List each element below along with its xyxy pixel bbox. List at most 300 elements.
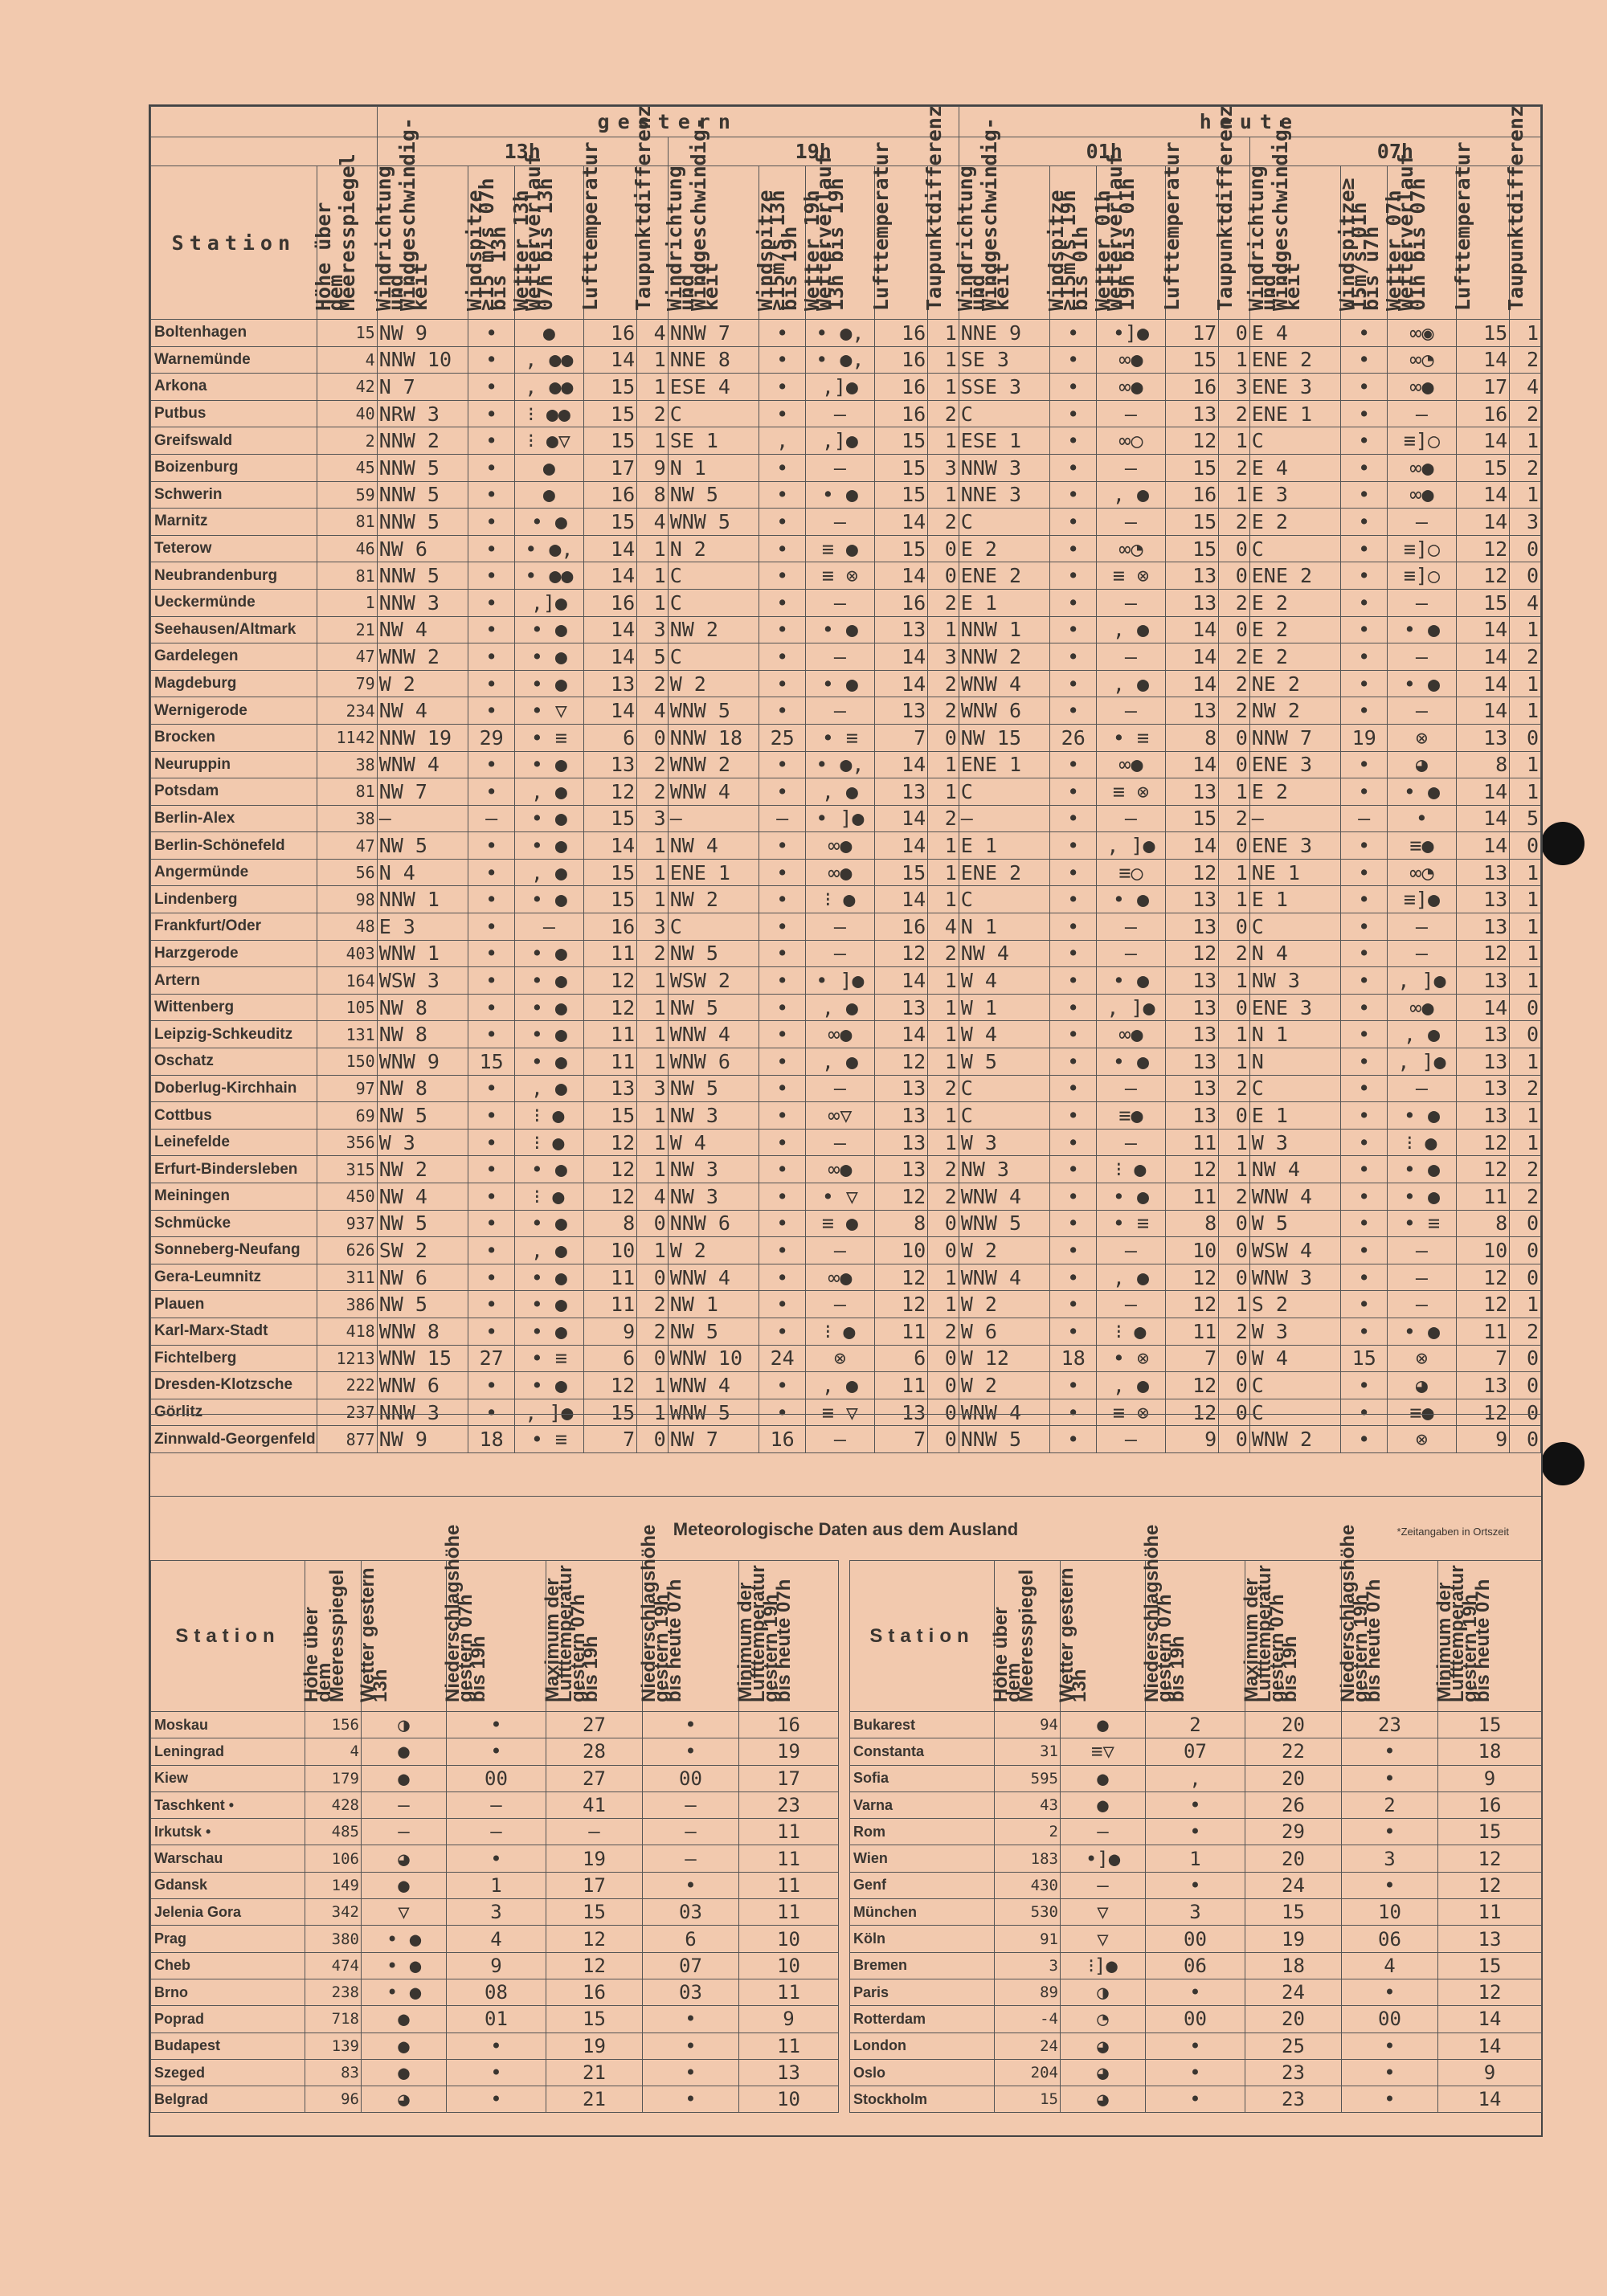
spitze-19: • bbox=[759, 778, 806, 806]
wetter-01: – bbox=[1097, 1426, 1166, 1453]
tau-07: 1 bbox=[1510, 913, 1541, 941]
luft-07: 14 bbox=[1456, 670, 1509, 697]
luft-07: 14 bbox=[1456, 778, 1509, 806]
left-wetter: • ● bbox=[362, 1926, 447, 1952]
right-min-temp: 14 bbox=[1438, 2006, 1542, 2032]
luft-19: 12 bbox=[874, 1291, 927, 1318]
tau-19: 3 bbox=[928, 454, 959, 481]
spitze-13: 29 bbox=[468, 724, 515, 751]
right-nieder-1: • bbox=[1146, 1979, 1245, 2005]
wind-19: NW 1 bbox=[668, 1291, 759, 1318]
station-row bbox=[151, 1021, 1541, 1048]
tau-01: 0 bbox=[1219, 1237, 1250, 1264]
wind-01: NW 15 bbox=[959, 724, 1050, 751]
right-min-temp: 9 bbox=[1438, 2059, 1542, 2086]
wetter-07: ∞◉ bbox=[1388, 320, 1457, 347]
wetter-19: – bbox=[806, 400, 875, 427]
left-max-temp: 27 bbox=[546, 1765, 643, 1791]
wetter-19: • ▽ bbox=[806, 1183, 875, 1211]
spitze-13: • bbox=[468, 1237, 515, 1264]
luft-07: 13 bbox=[1456, 1048, 1509, 1076]
right-max-temp: 24 bbox=[1245, 1872, 1342, 1898]
spitze-01: • bbox=[1050, 535, 1097, 562]
luft-07: 13 bbox=[1456, 967, 1509, 995]
luft-19: 13 bbox=[874, 1156, 927, 1183]
wind-07: W 3 bbox=[1249, 1129, 1341, 1156]
spitze-07: • bbox=[1341, 994, 1388, 1021]
tau-01: 1 bbox=[1219, 967, 1250, 995]
station-name: Artern bbox=[151, 967, 317, 995]
luft-19: 16 bbox=[874, 320, 927, 347]
tau-13: 1 bbox=[637, 1372, 669, 1399]
luft-07: 14 bbox=[1456, 481, 1509, 509]
luft-19: 13 bbox=[874, 1075, 927, 1102]
station-row bbox=[151, 1264, 1541, 1291]
luft-01: 12 bbox=[1165, 1264, 1218, 1291]
right-station-name: Oslo bbox=[850, 2059, 995, 2086]
luft-19-header: Lufttemperatur bbox=[874, 166, 927, 320]
luft-07: 12 bbox=[1456, 1291, 1509, 1318]
tau-07: 1 bbox=[1510, 1291, 1541, 1318]
luft-13: 10 bbox=[583, 1237, 636, 1264]
wetter-07: ≡]● bbox=[1388, 886, 1457, 913]
station-name: Karl-Marx-Stadt bbox=[151, 1318, 317, 1345]
spitze-13: • bbox=[468, 562, 515, 590]
tau-01: 1 bbox=[1219, 859, 1250, 886]
luft-07: 13 bbox=[1456, 724, 1509, 751]
wetter-19: ≡ ● bbox=[806, 1210, 875, 1237]
wetter-19: • ●, bbox=[806, 751, 875, 778]
wind-01: W 4 bbox=[959, 1021, 1050, 1048]
spitze-13: • bbox=[468, 1291, 515, 1318]
tau-13: 1 bbox=[637, 1129, 669, 1156]
time-19h: 19h bbox=[668, 137, 959, 166]
domestic-weather-table bbox=[150, 106, 1541, 1453]
ausland-max-right: Maximum der Lufttemperatur gestern 07h bis 19h bbox=[1245, 1561, 1342, 1712]
spitze-01: • bbox=[1050, 1183, 1097, 1211]
left-station-name: Poprad bbox=[151, 2006, 305, 2032]
luft-13: 12 bbox=[583, 1129, 636, 1156]
luft-19: 14 bbox=[874, 832, 927, 860]
tau-07: 0 bbox=[1510, 1210, 1541, 1237]
wetter-13: ⁝ ●▽ bbox=[515, 427, 584, 455]
spitze-13: • bbox=[468, 832, 515, 860]
wetter-01: • ● bbox=[1097, 1048, 1166, 1076]
hoehe: 105 bbox=[317, 994, 377, 1021]
wind-13: NNW 5 bbox=[377, 562, 468, 590]
wind-01: NNW 5 bbox=[959, 1426, 1050, 1453]
left-hoehe: 485 bbox=[305, 1819, 362, 1845]
tau-13: 8 bbox=[637, 481, 669, 509]
wind-07: E 2 bbox=[1249, 589, 1341, 616]
wetter-13: • ≡ bbox=[515, 1426, 584, 1453]
right-station-name: Stockholm bbox=[850, 2086, 995, 2113]
ausland-min-right: Minimum der Lufttemperatur gestern 19h bis heute 07h bbox=[1438, 1561, 1542, 1712]
station-row bbox=[151, 724, 1541, 751]
left-nieder-1: – bbox=[447, 1791, 546, 1818]
luft-01: 13 bbox=[1165, 1075, 1218, 1102]
right-wetter: ◕ bbox=[1061, 2059, 1146, 2086]
luft-01: 13 bbox=[1165, 1102, 1218, 1130]
wetter-01: – bbox=[1097, 454, 1166, 481]
wetter-01: , ● bbox=[1097, 481, 1166, 509]
tau-01: 1 bbox=[1219, 427, 1250, 455]
foreign-row bbox=[151, 1952, 1542, 1979]
spitze-19: • bbox=[759, 967, 806, 995]
left-hoehe: 106 bbox=[305, 1845, 362, 1872]
tau-07: 1 bbox=[1510, 1048, 1541, 1076]
tau-13: 1 bbox=[637, 1102, 669, 1130]
tau-01: 1 bbox=[1219, 1021, 1250, 1048]
wetter-19: – bbox=[806, 697, 875, 725]
right-hoehe: 91 bbox=[995, 1926, 1061, 1952]
wind-13: E 3 bbox=[377, 913, 468, 941]
station-row bbox=[151, 913, 1541, 941]
wetter-19: ∞▽ bbox=[806, 1102, 875, 1130]
left-wetter: ● bbox=[362, 1765, 447, 1791]
luft-13: 11 bbox=[583, 1291, 636, 1318]
tau-19: 1 bbox=[928, 1291, 959, 1318]
spitze-19: • bbox=[759, 1075, 806, 1102]
station-row bbox=[151, 1129, 1541, 1156]
wind-01: WNW 4 bbox=[959, 1264, 1050, 1291]
tau-13: 2 bbox=[637, 778, 669, 806]
left-min-temp: 11 bbox=[739, 1979, 839, 2005]
spitze-13: • bbox=[468, 346, 515, 374]
wetter-13: , ● bbox=[515, 1237, 584, 1264]
hoehe: 81 bbox=[317, 778, 377, 806]
wind-13: NW 5 bbox=[377, 1102, 468, 1130]
wind-13: NNW 10 bbox=[377, 346, 468, 374]
wetter-01: ∞◔ bbox=[1097, 535, 1166, 562]
wetter-01: , ]● bbox=[1097, 832, 1166, 860]
wind-19: NW 3 bbox=[668, 1183, 759, 1211]
foreign-row bbox=[151, 1845, 1542, 1872]
luft-07: 17 bbox=[1456, 374, 1509, 401]
wind-13: NW 8 bbox=[377, 994, 468, 1021]
wind-19: NW 4 bbox=[668, 832, 759, 860]
station-name: Ueckermünde bbox=[151, 589, 317, 616]
tau-07: 1 bbox=[1510, 670, 1541, 697]
spitze-07: • bbox=[1341, 1237, 1388, 1264]
left-nieder-1: • bbox=[447, 1712, 546, 1738]
left-min-temp: 10 bbox=[739, 2086, 839, 2113]
wetter-13: • ● bbox=[515, 1210, 584, 1237]
wetter-01: • ⊗ bbox=[1097, 1345, 1166, 1372]
spitze-13: • bbox=[468, 481, 515, 509]
tau-19-header: Taupunktdifferenz bbox=[928, 166, 959, 320]
left-min-temp: 11 bbox=[739, 1899, 839, 1926]
luft-01: 12 bbox=[1165, 1291, 1218, 1318]
station-name: Schwerin bbox=[151, 481, 317, 509]
foreign-row bbox=[151, 1979, 1542, 2005]
tau-13: 1 bbox=[637, 535, 669, 562]
luft-07: 14 bbox=[1456, 616, 1509, 643]
wetter-01: • ● bbox=[1097, 886, 1166, 913]
wetter-01: • ● bbox=[1097, 967, 1166, 995]
spitze-13: • bbox=[468, 1102, 515, 1130]
luft-19: 14 bbox=[874, 886, 927, 913]
spitze-19: • bbox=[759, 1048, 806, 1076]
right-station-name: London bbox=[850, 2032, 995, 2059]
wetter-13: • ● bbox=[515, 670, 584, 697]
left-min-temp: 11 bbox=[739, 1845, 839, 1872]
left-min-temp: 17 bbox=[739, 1765, 839, 1791]
wetter-01: ≡ ⊗ bbox=[1097, 778, 1166, 806]
wetter-07: – bbox=[1388, 1237, 1457, 1264]
wetter-19: – bbox=[806, 643, 875, 671]
right-nieder-1: • bbox=[1146, 1791, 1245, 1818]
spitze-01: • bbox=[1050, 400, 1097, 427]
station-name: Zinnwald-Georgenfeld bbox=[151, 1426, 317, 1453]
wetter-19: , ● bbox=[806, 778, 875, 806]
hoehe: 403 bbox=[317, 940, 377, 967]
station-name: Neuruppin bbox=[151, 751, 317, 778]
luft-13: 17 bbox=[583, 454, 636, 481]
right-min-temp: 13 bbox=[1438, 1926, 1542, 1952]
wind-13: N 4 bbox=[377, 859, 468, 886]
station-name: Neubrandenburg bbox=[151, 562, 317, 590]
left-station-name: Szeged bbox=[151, 2059, 305, 2086]
tau-19: 1 bbox=[928, 751, 959, 778]
spitze-13: • bbox=[468, 859, 515, 886]
luft-19: 12 bbox=[874, 1048, 927, 1076]
wind-01: W 5 bbox=[959, 1048, 1050, 1076]
tau-01: 0 bbox=[1219, 1426, 1250, 1453]
wetter-01: – bbox=[1097, 589, 1166, 616]
wind-01: WNW 5 bbox=[959, 1210, 1050, 1237]
wetter-19-header: Wetter 19h Wetterverlauf 13h bis 19h bbox=[806, 166, 875, 320]
tau-07: 2 bbox=[1510, 643, 1541, 671]
wind-01: W 1 bbox=[959, 994, 1050, 1021]
spitze-19: • bbox=[759, 481, 806, 509]
ausland-wetter-left: Wetter gestern 13h bbox=[362, 1561, 447, 1712]
left-nieder-1: • bbox=[447, 1845, 546, 1872]
left-nieder-1: • bbox=[447, 2059, 546, 2086]
tau-07: 1 bbox=[1510, 320, 1541, 347]
left-nieder-2: 03 bbox=[643, 1899, 739, 1926]
wind-01: C bbox=[959, 886, 1050, 913]
tau-07-header: Taupunktdifferenz bbox=[1510, 166, 1541, 320]
station-row bbox=[151, 886, 1541, 913]
foreign-row bbox=[151, 2006, 1542, 2032]
station-row bbox=[151, 616, 1541, 643]
right-max-temp: 26 bbox=[1245, 1791, 1342, 1818]
luft-01: 12 bbox=[1165, 859, 1218, 886]
hoehe: 877 bbox=[317, 1426, 377, 1453]
tau-13: 1 bbox=[637, 994, 669, 1021]
right-max-temp: 23 bbox=[1245, 2086, 1342, 2113]
wind-19: C bbox=[668, 562, 759, 590]
ausland-hoehe-left: Höhe über dem Meeresspiegel bbox=[305, 1561, 362, 1712]
ausland-title-bar bbox=[150, 1496, 1541, 1561]
tau-01: 0 bbox=[1219, 1345, 1250, 1372]
wetter-07: ⁝ ● bbox=[1388, 1129, 1457, 1156]
wind-07: NE 2 bbox=[1249, 670, 1341, 697]
wind-13: WNW 4 bbox=[377, 751, 468, 778]
hoehe: 38 bbox=[317, 805, 377, 832]
ausland-station-header-right: Station bbox=[850, 1561, 995, 1712]
right-nieder-1: 06 bbox=[1146, 1952, 1245, 1979]
spitze-07: • bbox=[1341, 1399, 1388, 1426]
tau-01: 0 bbox=[1219, 1264, 1250, 1291]
left-hoehe: 149 bbox=[305, 1872, 362, 1898]
tau-19: 2 bbox=[928, 940, 959, 967]
wind-13: WNW 2 bbox=[377, 643, 468, 671]
wetter-01: • ● bbox=[1097, 1183, 1166, 1211]
luft-13: 15 bbox=[583, 1399, 636, 1426]
wind-07: C bbox=[1249, 427, 1341, 455]
wetter-01: ≡ ⊗ bbox=[1097, 1399, 1166, 1426]
hoehe: 15 bbox=[317, 320, 377, 347]
hoehe: 626 bbox=[317, 1237, 377, 1264]
tau-07: 1 bbox=[1510, 967, 1541, 995]
left-station-name: Budapest bbox=[151, 2032, 305, 2059]
wind-07: WNW 4 bbox=[1249, 1183, 1341, 1211]
station-name: Plauen bbox=[151, 1291, 317, 1318]
tau-07: 0 bbox=[1510, 994, 1541, 1021]
wetter-13: ,]● bbox=[515, 589, 584, 616]
wind-19: ESE 4 bbox=[668, 374, 759, 401]
wind-07: E 2 bbox=[1249, 616, 1341, 643]
foreign-row bbox=[151, 1872, 1542, 1898]
wetter-07: , ]● bbox=[1388, 967, 1457, 995]
wind-01: WNW 4 bbox=[959, 1183, 1050, 1211]
luft-01: 8 bbox=[1165, 1210, 1218, 1237]
hoehe: 1213 bbox=[317, 1345, 377, 1372]
wind-01: ENE 2 bbox=[959, 562, 1050, 590]
tau-19: 2 bbox=[928, 697, 959, 725]
spitze-07: • bbox=[1341, 562, 1388, 590]
wind-07: E 1 bbox=[1249, 1102, 1341, 1130]
left-nieder-2: 00 bbox=[643, 1765, 739, 1791]
foreign-row bbox=[151, 1899, 1542, 1926]
hoehe: 450 bbox=[317, 1183, 377, 1211]
tau-07: 1 bbox=[1510, 1102, 1541, 1130]
spitze-19: • bbox=[759, 751, 806, 778]
tau-07: 4 bbox=[1510, 589, 1541, 616]
left-station-name: Leningrad bbox=[151, 1738, 305, 1765]
spitze-07: • bbox=[1341, 643, 1388, 671]
luft-01: 14 bbox=[1165, 616, 1218, 643]
wetter-07: ∞● bbox=[1388, 374, 1457, 401]
left-nieder-2: 6 bbox=[643, 1926, 739, 1952]
wetter-07: – bbox=[1388, 1264, 1457, 1291]
tau-19: 3 bbox=[928, 643, 959, 671]
tau-01: 1 bbox=[1219, 1129, 1250, 1156]
right-nieder-1: 3 bbox=[1146, 1899, 1245, 1926]
right-hoehe: 89 bbox=[995, 1979, 1061, 2005]
wind-07: NW 3 bbox=[1249, 967, 1341, 995]
luft-07: 12 bbox=[1456, 1156, 1509, 1183]
left-wetter: ● bbox=[362, 2006, 447, 2032]
left-nieder-1: 08 bbox=[447, 1979, 546, 2005]
wind-13: WNW 9 bbox=[377, 1048, 468, 1076]
station-name: Frankfurt/Oder bbox=[151, 913, 317, 941]
luft-19: 12 bbox=[874, 1264, 927, 1291]
luft-07: 14 bbox=[1456, 427, 1509, 455]
station-row bbox=[151, 1372, 1541, 1399]
hoehe: 21 bbox=[317, 616, 377, 643]
luft-13: 11 bbox=[583, 1021, 636, 1048]
tau-01: 0 bbox=[1219, 535, 1250, 562]
luft-01: 12 bbox=[1165, 1156, 1218, 1183]
wind-01: C bbox=[959, 509, 1050, 536]
wind-07: ENE 3 bbox=[1249, 751, 1341, 778]
luft-13: 12 bbox=[583, 778, 636, 806]
luft-01: 7 bbox=[1165, 1345, 1218, 1372]
spitze-01: • bbox=[1050, 1210, 1097, 1237]
tau-13: 1 bbox=[637, 1048, 669, 1076]
wind-07: W 4 bbox=[1249, 1345, 1341, 1372]
left-station-name: Brno bbox=[151, 1979, 305, 2005]
wind-07: E 2 bbox=[1249, 778, 1341, 806]
spitze-01: • bbox=[1050, 778, 1097, 806]
spitze-07-header: Windspitze≥ 15m/s 01h bis u7h bbox=[1341, 166, 1388, 320]
right-min-temp: 15 bbox=[1438, 1819, 1542, 1845]
spitze-07: • bbox=[1341, 832, 1388, 860]
foreign-row bbox=[151, 2059, 1542, 2086]
wetter-19: ∞● bbox=[806, 1156, 875, 1183]
wind-01: SE 3 bbox=[959, 346, 1050, 374]
right-max-temp: 29 bbox=[1245, 1819, 1342, 1845]
wind-13: NW 6 bbox=[377, 1264, 468, 1291]
wind-07-header: Windrichtung und Windgeschwindig-keit bbox=[1249, 166, 1341, 320]
left-nieder-1: – bbox=[447, 1819, 546, 1845]
luft-19: 11 bbox=[874, 1372, 927, 1399]
luft-13: 12 bbox=[583, 1183, 636, 1211]
station-row bbox=[151, 832, 1541, 860]
tau-01: 0 bbox=[1219, 562, 1250, 590]
wind-19: NW 2 bbox=[668, 886, 759, 913]
wind-13: NW 5 bbox=[377, 832, 468, 860]
left-nieder-2: • bbox=[643, 2086, 739, 2113]
spitze-01: • bbox=[1050, 346, 1097, 374]
tau-01: 2 bbox=[1219, 1183, 1250, 1211]
hoehe: 315 bbox=[317, 1156, 377, 1183]
hoehe: 46 bbox=[317, 535, 377, 562]
wetter-13: • ●, bbox=[515, 535, 584, 562]
luft-01: 14 bbox=[1165, 751, 1218, 778]
wind-19: NNW 6 bbox=[668, 1210, 759, 1237]
left-wetter: ◕ bbox=[362, 1845, 447, 1872]
wind-07: E 1 bbox=[1249, 886, 1341, 913]
spitze-19: • bbox=[759, 886, 806, 913]
wind-19: NW 7 bbox=[668, 1426, 759, 1453]
left-max-temp: 21 bbox=[546, 2086, 643, 2113]
wind-01: WNW 4 bbox=[959, 670, 1050, 697]
spitze-01: • bbox=[1050, 751, 1097, 778]
tau-13: 2 bbox=[637, 1291, 669, 1318]
wetter-07: , ● bbox=[1388, 1021, 1457, 1048]
tau-13: 1 bbox=[637, 589, 669, 616]
spitze-13: • bbox=[468, 1318, 515, 1345]
time-01h: 01h bbox=[959, 137, 1249, 166]
right-wetter: ◔ bbox=[1061, 2006, 1146, 2032]
luft-07: 7 bbox=[1456, 1345, 1509, 1372]
luft-13: 11 bbox=[583, 1048, 636, 1076]
left-station-name: Kiew bbox=[151, 1765, 305, 1791]
tau-07: 2 bbox=[1510, 454, 1541, 481]
wind-07: W 5 bbox=[1249, 1210, 1341, 1237]
wetter-07: – bbox=[1388, 1291, 1457, 1318]
tau-19: 1 bbox=[928, 616, 959, 643]
wetter-19: ⁝ ● bbox=[806, 1318, 875, 1345]
luft-13: 14 bbox=[583, 562, 636, 590]
tau-13-header: Taupunktdifferenz bbox=[637, 166, 669, 320]
wind-13: WSW 3 bbox=[377, 967, 468, 995]
tau-19: 2 bbox=[928, 400, 959, 427]
